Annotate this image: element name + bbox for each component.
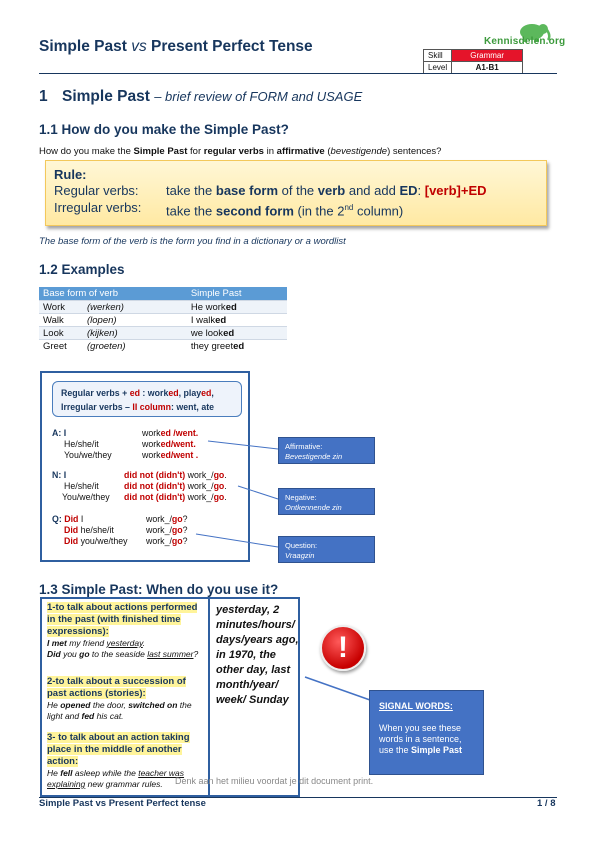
negative-subject: He/she/it: [64, 481, 99, 491]
section-1-1-heading: 1.1 How do you make the Simple Past?: [39, 122, 289, 137]
negative-callout: Negative: Ontkennende zin: [278, 488, 375, 515]
affirmative-verb: worked/went.: [142, 439, 196, 449]
level-value: A1-B1: [452, 62, 523, 74]
usage-scan: [40, 597, 300, 797]
question-callout: Question: Vraagzin: [278, 536, 375, 563]
table-row: Work (werken) He worked: [39, 301, 287, 314]
use-1: 1-to talk about actions performed in the past (with finished time expressions): I met my friend yesterday. Did you go to the seaside last summer?: [47, 602, 199, 659]
document-title: Simple Past vs Present Perfect Tense: [39, 38, 313, 55]
signal-words-list: yesterday, 2 minutes/hours/ days/years ago, in 1970, the other day, last month/year/ week/ Sunday: [216, 604, 299, 706]
affirmative-subject: He/she/it: [64, 439, 99, 449]
column-divider: [208, 599, 210, 795]
page-number: 1 / 8: [537, 798, 556, 809]
affirmative-label: A: I: [52, 428, 67, 438]
question-row: Did he/she/it: [64, 525, 114, 535]
skill-value: Grammar: [452, 50, 523, 62]
section-1-3-heading: 1.3 Simple Past: When do you use it?: [39, 582, 279, 597]
negative-verb: did not (didn't) work_/go.: [124, 481, 227, 491]
affirmative-subject: You/we/they: [64, 450, 112, 460]
negative-subject: You/we/they: [62, 492, 110, 502]
regular-irregular-box: Regular verbs + ed : worked, played, Irregular verbs – II column: went, ate: [52, 381, 242, 417]
use-3: 3- to talk about an action taking place in the middle of another action: He fell asleep while the teacher was explaining new grammar rules.: [47, 732, 190, 789]
question-row: Did you/we/they: [64, 536, 128, 546]
signal-words-callout: SIGNAL WORDS: When you see these words in a sentence, use the Simple Past: [369, 690, 484, 775]
affirmative-verb: worked /went.: [142, 428, 199, 438]
question-verb: work_/go?: [146, 514, 188, 524]
table-row: Greet (groeten) they greeted: [39, 340, 287, 353]
section-1-2-heading: 1.2 Examples: [39, 262, 125, 277]
question-connector: [196, 534, 278, 547]
column-header-past: Simple Past: [187, 287, 287, 301]
section-1-heading: 1 Simple Past – brief review of FORM and USAGE: [39, 88, 363, 105]
signal-connector: [305, 677, 370, 700]
use-2: 2-to talk about a succession of past actions (stories): He opened the door, switched on the light and fed his cat.: [47, 676, 192, 721]
negative-connector: [238, 486, 278, 499]
negative-verb: did not (didn't) work_/go.: [124, 492, 227, 502]
skill-label: Skill: [424, 50, 452, 62]
column-header-base: Base form of verb: [39, 287, 187, 301]
level-label: Level: [424, 62, 452, 74]
question-row: Q: Did I: [52, 514, 84, 524]
regular-verbs-rule: Regular verbs: take the base form of the verb and add ED: [verb]+ED: [54, 183, 487, 198]
affirmative-callout: Affirmative: Bevestigende zin: [278, 437, 375, 464]
irregular-verbs-rule: Irregular verbs: take the second form (in the 2nd column): [54, 200, 404, 219]
logo-text: Kennisdelen.org: [484, 36, 566, 47]
affirmative-connector: [208, 441, 278, 449]
environment-note: Denk aan het milieu voordat je dit document print.: [175, 776, 374, 786]
intro-question: How do you make the Simple Past for regular verbs in affirmative (bevestigende) sentences?: [39, 146, 442, 157]
table-row: Walk (lopen) I walked: [39, 314, 287, 327]
base-form-note: The base form of the verb is the form you find in a dictionary or a wordlist: [39, 236, 346, 247]
table-row: Look (kijken) we looked: [39, 327, 287, 340]
negative-label: N: I: [52, 470, 67, 480]
footer-title: Simple Past vs Present Perfect tense: [39, 798, 206, 809]
question-verb: work_/go?: [146, 536, 188, 546]
affirmative-verb: worked/went .: [142, 450, 199, 460]
warning-icon: !: [320, 625, 366, 671]
negative-verb: did not (didn't) work_/go.: [124, 470, 227, 480]
question-verb: work_/go?: [146, 525, 188, 535]
rule-title: Rule:: [54, 167, 87, 182]
